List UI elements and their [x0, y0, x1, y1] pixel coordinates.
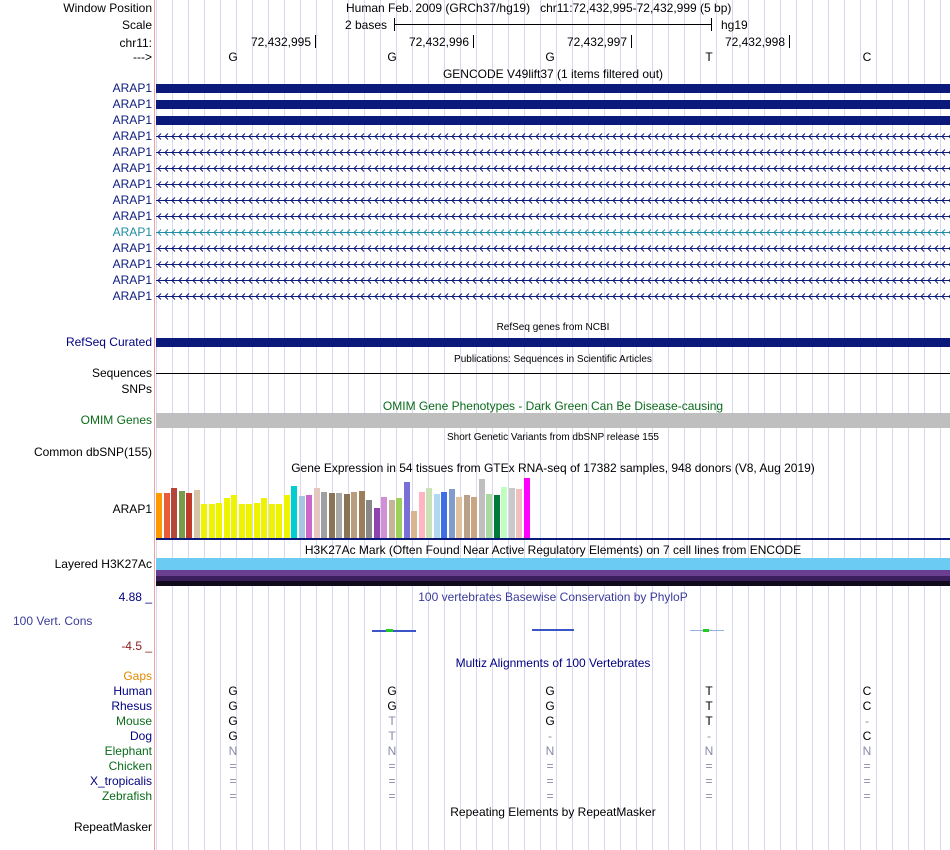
- gtex-tissue-bar[interactable]: [246, 504, 252, 538]
- multiz-species-label[interactable]: Rhesus: [111, 699, 152, 713]
- gtex-tissue-bar[interactable]: [216, 503, 222, 538]
- gtex-tissue-bar[interactable]: [411, 511, 417, 538]
- gtex-tissue-bar[interactable]: [359, 491, 365, 538]
- gencode-item-label[interactable]: ARAP1: [112, 273, 152, 287]
- refseq-gene-bar[interactable]: [156, 338, 950, 347]
- gencode-item-label[interactable]: ARAP1: [112, 177, 152, 191]
- multiz-aligned-base: T: [705, 714, 713, 728]
- gencode-item-label[interactable]: ARAP1: [112, 193, 152, 207]
- h3k27ac-layer-base[interactable]: [156, 581, 950, 586]
- gencode-intron-line[interactable]: [156, 293, 950, 300]
- gtex-tissue-bar[interactable]: [299, 496, 305, 538]
- snps-label[interactable]: SNPs: [121, 382, 152, 396]
- multiz-aligned-base: G: [545, 699, 555, 713]
- ruler-position-label: 72,432,995: [250, 35, 311, 49]
- phylop-signal-1: [372, 630, 416, 632]
- gencode-title[interactable]: GENCODE V49lift37 (1 items filtered out): [442, 67, 664, 81]
- gencode-exon-bar[interactable]: [156, 100, 950, 109]
- phylop-min-label: -4.5 _: [121, 639, 152, 653]
- gencode-item-label[interactable]: ARAP1: [112, 225, 152, 239]
- phylop-signal-2: [532, 629, 574, 631]
- multiz-aligned-base: =: [705, 789, 713, 803]
- gtex-tissue-bar[interactable]: [434, 494, 440, 538]
- multiz-species-label[interactable]: Elephant: [104, 744, 152, 758]
- multiz-aligned-base: =: [229, 759, 237, 773]
- multiz-gaps-label[interactable]: Gaps: [123, 669, 152, 683]
- multiz-aligned-base: G: [387, 699, 397, 713]
- multiz-title[interactable]: Multiz Alignments of 100 Vertebrates: [455, 656, 651, 670]
- gencode-item-label[interactable]: ARAP1: [112, 161, 152, 175]
- gencode-item-label[interactable]: ARAP1: [112, 145, 152, 159]
- multiz-aligned-base: =: [863, 759, 871, 773]
- gtex-tissue-bar[interactable]: [494, 495, 500, 538]
- multiz-aligned-base: -: [865, 714, 869, 728]
- multiz-aligned-base: G: [228, 699, 238, 713]
- gtex-tissue-bar[interactable]: [291, 486, 297, 538]
- multiz-aligned-base: T: [705, 684, 713, 698]
- gtex-tissue-bar[interactable]: [276, 504, 282, 538]
- multiz-aligned-base: =: [546, 789, 554, 803]
- h3k27ac-layer-light[interactable]: [156, 558, 950, 570]
- multiz-species-label[interactable]: X_tropicalis: [89, 774, 152, 788]
- scale-bar: [394, 24, 712, 25]
- refseq-title[interactable]: RefSeq genes from NCBI: [496, 322, 610, 333]
- gtex-tissue-bar[interactable]: [366, 500, 372, 538]
- gencode-exon-bar[interactable]: [156, 116, 950, 125]
- gtex-tissue-bar[interactable]: [156, 493, 162, 538]
- gtex-tissue-bar[interactable]: [486, 494, 492, 538]
- repeatmasker-title[interactable]: Repeating Elements by RepeatMasker: [450, 805, 656, 819]
- multiz-aligned-base: N: [704, 744, 714, 758]
- gtex-tissue-bar[interactable]: [509, 488, 515, 538]
- gtex-tissue-bar[interactable]: [524, 478, 530, 538]
- gtex-tissue-bar[interactable]: [344, 494, 350, 538]
- phylop-max-label: 4.88 _: [118, 590, 152, 604]
- multiz-aligned-base: =: [705, 759, 713, 773]
- scale-bar-left-tick: [394, 18, 395, 31]
- multiz-aligned-base: =: [863, 774, 871, 788]
- reference-base: T: [705, 50, 713, 64]
- multiz-species-label[interactable]: Zebrafish: [101, 789, 152, 803]
- gtex-tissue-bar[interactable]: [471, 497, 477, 538]
- gtex-tissue-bar[interactable]: [314, 488, 320, 538]
- gtex-tissue-bar[interactable]: [209, 504, 215, 538]
- multiz-aligned-base: C: [862, 699, 872, 713]
- gtex-tissue-bar[interactable]: [231, 495, 237, 538]
- db-text: hg19: [721, 18, 748, 32]
- multiz-aligned-base: G: [387, 684, 397, 698]
- multiz-aligned-base: -: [707, 729, 711, 743]
- gencode-item-label[interactable]: ARAP1: [112, 257, 152, 271]
- gtex-tissue-bar[interactable]: [179, 491, 185, 538]
- gencode-intron-line[interactable]: [156, 213, 950, 220]
- h3k27ac-label[interactable]: Layered H3K27Ac: [54, 557, 152, 571]
- multiz-aligned-base: =: [229, 789, 237, 803]
- multiz-aligned-base: =: [863, 789, 871, 803]
- gencode-item-label[interactable]: ARAP1: [112, 289, 152, 303]
- gtex-tissue-bar[interactable]: [239, 504, 245, 538]
- multiz-species-label[interactable]: Chicken: [108, 759, 152, 773]
- multiz-aligned-base: N: [862, 744, 872, 758]
- gtex-baseline: [156, 538, 950, 540]
- gtex-bar-chart[interactable]: [156, 476, 950, 538]
- multiz-aligned-base: G: [228, 714, 238, 728]
- gtex-title[interactable]: Gene Expression in 54 tissues from GTEx RNA-seq of 17382 samples, 948 donors (V8, Aug 2019): [291, 461, 815, 475]
- multiz-aligned-base: =: [388, 759, 396, 773]
- reference-base: G: [228, 50, 238, 64]
- gencode-intron-line[interactable]: [156, 133, 950, 140]
- gencode-intron-line[interactable]: [156, 229, 950, 236]
- multiz-aligned-base: G: [228, 729, 238, 743]
- multiz-aligned-base: C: [862, 729, 872, 743]
- multiz-aligned-base: T: [388, 714, 396, 728]
- scale-label: Scale: [121, 18, 152, 32]
- strand-label[interactable]: --->: [133, 50, 152, 64]
- gencode-item-label[interactable]: ARAP1: [112, 81, 152, 95]
- ruler-position-label: 72,432,998: [724, 35, 785, 49]
- gtex-tissue-bar[interactable]: [194, 490, 200, 538]
- omim-label[interactable]: OMIM Genes: [80, 413, 152, 427]
- gtex-tissue-bar[interactable]: [479, 479, 485, 538]
- assembly-position-text[interactable]: Human Feb. 2009 (GRCh37/hg19) chr11:72,432,995-72,432,999 (5 bp): [346, 1, 732, 15]
- multiz-species-label[interactable]: Dog: [129, 729, 152, 743]
- gtex-tissue-bar[interactable]: [456, 497, 462, 538]
- gtex-tissue-bar[interactable]: [269, 504, 275, 538]
- scale-bar-right-tick: [711, 18, 712, 31]
- multiz-aligned-base: G: [228, 684, 238, 698]
- multiz-aligned-base: C: [862, 684, 872, 698]
- gtex-tissue-bar[interactable]: [441, 492, 447, 538]
- multiz-aligned-base: =: [546, 774, 554, 788]
- gtex-label[interactable]: ARAP1: [112, 502, 152, 516]
- ruler-tick: [789, 35, 790, 48]
- gtex-tissue-bar[interactable]: [464, 495, 470, 538]
- ruler-position-label: 72,432,997: [566, 35, 627, 49]
- multiz-species-label[interactable]: Mouse: [115, 714, 152, 728]
- reference-base: G: [545, 50, 555, 64]
- gtex-tissue-bar[interactable]: [389, 500, 395, 538]
- multiz-aligned-base: =: [705, 774, 713, 788]
- omim-gene-bar[interactable]: [156, 413, 950, 428]
- multiz-aligned-base: =: [388, 774, 396, 788]
- ruler-tick: [473, 35, 474, 48]
- ruler-tick: [315, 35, 316, 48]
- gencode-intron-line[interactable]: [156, 165, 950, 172]
- phylop-signal-3-peak: [703, 629, 709, 632]
- publications-sequence-line[interactable]: [156, 373, 950, 374]
- chrom-label: chr11:: [119, 36, 152, 50]
- scale-text: 2 bases: [345, 18, 388, 32]
- gtex-tissue-bar[interactable]: [351, 492, 357, 538]
- publications-title[interactable]: Publications: Sequences in Scientific Articles: [454, 354, 652, 365]
- ruler-tick: [631, 35, 632, 48]
- dbsnp-title[interactable]: Short Genetic Variants from dbSNP release 155: [447, 432, 659, 443]
- gencode-intron-line[interactable]: [156, 181, 950, 188]
- gencode-item-label[interactable]: ARAP1: [112, 209, 152, 223]
- gtex-tissue-bar[interactable]: [261, 498, 267, 538]
- publications-sequences-label[interactable]: Sequences: [91, 366, 152, 380]
- gtex-tissue-bar[interactable]: [449, 489, 455, 538]
- gtex-tissue-bar[interactable]: [381, 497, 387, 538]
- gtex-tissue-bar[interactable]: [306, 495, 312, 538]
- gtex-tissue-bar[interactable]: [516, 489, 522, 538]
- gtex-tissue-bar[interactable]: [419, 492, 425, 538]
- gtex-tissue-bar[interactable]: [171, 488, 177, 538]
- gtex-tissue-bar[interactable]: [284, 495, 290, 538]
- gencode-intron-line[interactable]: [156, 197, 950, 204]
- dbsnp-label[interactable]: Common dbSNP(155): [33, 445, 152, 459]
- multiz-aligned-base: =: [546, 759, 554, 773]
- gencode-item-label[interactable]: ARAP1: [112, 97, 152, 111]
- gtex-tissue-bar[interactable]: [396, 498, 402, 538]
- gencode-item-label[interactable]: ARAP1: [112, 241, 152, 255]
- omim-title[interactable]: OMIM Gene Phenotypes - Dark Green Can Be Disease-causing: [382, 399, 724, 413]
- multiz-aligned-base: =: [388, 789, 396, 803]
- gencode-intron-line[interactable]: [156, 277, 950, 284]
- gtex-tissue-bar[interactable]: [164, 493, 170, 538]
- reference-base: G: [387, 50, 397, 64]
- multiz-aligned-base: G: [545, 714, 555, 728]
- gencode-item-label[interactable]: ARAP1: [112, 129, 152, 143]
- multiz-aligned-base: N: [228, 744, 238, 758]
- gencode-intron-line[interactable]: [156, 245, 950, 252]
- repeatmasker-label[interactable]: RepeatMasker: [73, 820, 152, 834]
- gtex-tissue-bar[interactable]: [329, 493, 335, 538]
- gtex-tissue-bar[interactable]: [404, 482, 410, 538]
- phylop-signal-1-peak: [386, 629, 393, 632]
- multiz-aligned-base: G: [545, 684, 555, 698]
- multiz-aligned-base: T: [388, 729, 396, 743]
- gencode-intron-line[interactable]: [156, 261, 950, 268]
- refseq-label[interactable]: RefSeq Curated: [65, 335, 152, 349]
- h3k27ac-title[interactable]: H3K27Ac Mark (Often Found Near Active Regulatory Elements) on 7 cell lines from ENCODE: [304, 543, 802, 557]
- multiz-aligned-base: T: [705, 699, 713, 713]
- ruler-position-label: 72,432,996: [408, 35, 469, 49]
- gtex-tissue-bar[interactable]: [201, 504, 207, 538]
- multiz-aligned-base: N: [387, 744, 397, 758]
- multiz-species-label[interactable]: Human: [113, 684, 152, 698]
- gencode-intron-line[interactable]: [156, 149, 950, 156]
- gtex-tissue-bar[interactable]: [374, 508, 380, 538]
- multiz-aligned-base: N: [545, 744, 555, 758]
- gencode-item-label[interactable]: ARAP1: [112, 113, 152, 127]
- gtex-tissue-bar[interactable]: [224, 498, 230, 538]
- window-position-label: Window Position: [63, 1, 152, 15]
- gtex-tissue-bar[interactable]: [186, 493, 192, 538]
- multiz-aligned-base: -: [548, 729, 552, 743]
- gtex-tissue-bar[interactable]: [426, 488, 432, 538]
- reference-base: C: [862, 50, 872, 64]
- phylop-title[interactable]: 100 vertebrates Basewise Conservation by PhyloP: [418, 590, 688, 604]
- gencode-exon-bar[interactable]: [156, 84, 950, 93]
- gtex-tissue-bar[interactable]: [321, 492, 327, 538]
- phylop-label[interactable]: 100 Vert. Cons: [13, 614, 93, 628]
- multiz-aligned-base: =: [229, 774, 237, 788]
- gtex-tissue-bar[interactable]: [501, 487, 507, 538]
- gtex-tissue-bar[interactable]: [254, 503, 260, 538]
- gtex-tissue-bar[interactable]: [336, 493, 342, 538]
